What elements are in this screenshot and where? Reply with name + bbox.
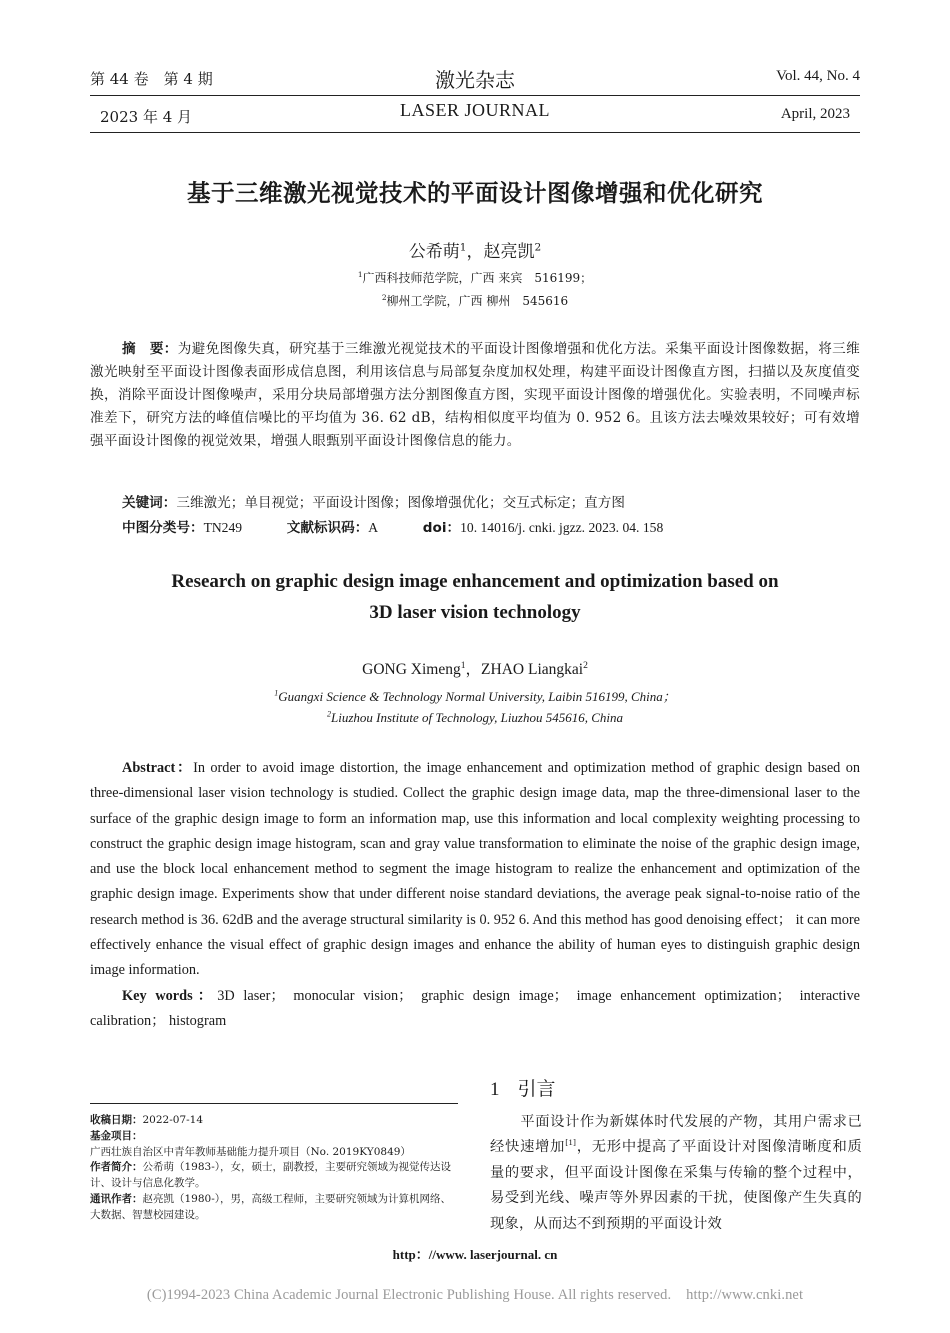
- received-label: 收稿日期：: [90, 1114, 143, 1126]
- affiliation-2-en: [0, 710, 950, 726]
- aff-2-en-sup: 2: [326, 709, 331, 719]
- clc-value: TN249: [203, 520, 243, 535]
- footnote-corresponding: [90, 1192, 460, 1224]
- aff-2-en-text: Liuzhou Institute of Technology, Liuzhou 545616, China: [330, 710, 624, 725]
- author-2-en-sup: 2: [583, 659, 588, 671]
- author-bio-label: 作者简介：: [90, 1161, 143, 1174]
- footnote-rule: [90, 1103, 458, 1104]
- paper-title-en-line2: 3D laser vision technology: [369, 602, 581, 623]
- authors-cn: [0, 237, 950, 262]
- issue-date: 2023 年 4 月: [100, 108, 193, 126]
- keywords-cn: [122, 491, 625, 511]
- doi-value: 10. 14016/j. cnki. jgzz. 2023. 04. 158: [460, 520, 664, 535]
- classification-line: [122, 516, 663, 536]
- author-2-en: ZHAO Liangkai: [481, 661, 584, 678]
- journal-url[interactable]: http：//www. laserjournal. cn: [392, 1247, 558, 1262]
- aff-2-text: 柳州工学院，广西 柳州 545616: [386, 294, 569, 308]
- issue-date-en: April, 2023: [780, 106, 850, 122]
- section-1-title: 引言: [517, 1078, 556, 1100]
- corr-value: 赵亮凯（1980-），男，高级工程师，主要研究领域为计算机网络、大数据、智慧校园建设。: [90, 1192, 452, 1221]
- author-1-en-sup: 1: [460, 659, 466, 671]
- affiliation-1-en: [0, 686, 950, 705]
- header-rule: [90, 95, 860, 96]
- section-1-body: [490, 1110, 862, 1237]
- footnote-fund: [90, 1129, 460, 1161]
- paper-title-cn: 基于三维激光视觉技术的平面设计图像增强和优化研究: [187, 179, 763, 207]
- abstract-cn: [90, 338, 860, 453]
- keywords-en-text: 3D laser； monocular vision； graphic design image； image enhancement optimization； interactive calibration； histogram: [90, 987, 860, 1029]
- authors-en: [0, 657, 950, 679]
- section-1-text-a: 平面设计作为新媒体时代发展的产物，其用户需求已经快速增加: [490, 1114, 862, 1156]
- aff-2-sup: 2: [381, 293, 387, 302]
- author-2-cn: 赵亮凯: [483, 242, 535, 262]
- footnote-received: [90, 1113, 460, 1129]
- author-separator: ，: [466, 242, 484, 262]
- abstract-en-paragraph: [90, 756, 860, 984]
- fund-label: 基金项目：: [90, 1129, 143, 1142]
- aff-1-en-text: Guangxi Science & Technology Normal University, Laibin 516199, China；: [278, 689, 676, 704]
- aff-1-sup: 1: [357, 270, 363, 279]
- keywords-en-label: Key words：: [122, 987, 218, 1004]
- author-1-sup: 1: [459, 241, 467, 254]
- affiliation-2-cn: [0, 292, 950, 309]
- keywords-cn-text: 三维激光；单目视觉；平面设计图像；图像增强优化；交互式标定；直方图: [176, 495, 625, 511]
- citation-ref-1[interactable]: [1]: [565, 1137, 577, 1148]
- author-2-sup: 2: [534, 241, 542, 254]
- footnote-author: [90, 1160, 460, 1192]
- journal-name-en: LASER JOURNAL: [399, 100, 550, 120]
- abstract-en: [90, 756, 860, 1034]
- corr-label: 通讯作者：: [90, 1192, 143, 1205]
- keywords-cn-label: 关键词：: [122, 495, 177, 511]
- abstract-cn-label: 摘 要：: [122, 341, 178, 357]
- copyright-watermark: (C)1994-2023 China Academic Journal Electronic Publishing House. All rights reserved. http://www.cnki.net: [146, 1287, 804, 1303]
- section-1-heading: [490, 1074, 556, 1101]
- volume-issue: 第 44 卷 第 4 期: [90, 70, 213, 88]
- abstract-en-label: Abstract：: [122, 760, 194, 776]
- clc-label: 中图分类号：: [122, 520, 204, 536]
- aff-1-en-sup: 1: [274, 688, 279, 698]
- journal-name-cn: 激光杂志: [435, 68, 515, 92]
- doi-label: doi：: [422, 520, 461, 536]
- author-1-en: GONG Ximeng: [362, 661, 461, 678]
- paper-title-en-line1: Research on graphic design image enhancement and optimization based on: [171, 571, 779, 592]
- doc-code-value: A: [368, 520, 379, 535]
- footnotes: [90, 1113, 460, 1224]
- abstract-en-text: In order to avoid image distortion, the image enhancement and optimization method of graphic design based on three-dimensional laser vision technology is studied. Collect the graphic design image data, map the three-dimensional laser to the surface of the graphic design image to form an information map, use this information and local complexity weighting processing to construct the graphic design image histogram, scan and gray value transformation to eliminate the noise of the graphic design image, and use the block local enhancement method to segment the image histogram to realize the enhancement and optimization of the graphic design image. Experiments show that under different noise standard deviations, the average peak signal-to-noise ratio of the research method is 36. 62dB and the average structural similarity is 0. 952 6. And this method has good denoising effect； it can more effectively enhance the visual effect of graphic design images and enhance the ability of human eyes to distinguish graphic design image information.: [90, 760, 860, 979]
- section-1-text-b: ，无形中提高了平面设计对图像清晰度和质量的要求，但平面设计图像在采集与传输的整个过程中，易受到光线、噪声等外界因素的干扰，使图像产生失真的现象，从而达不到预期的平面设计效: [490, 1139, 862, 1232]
- header-rule-bottom: [90, 132, 860, 133]
- author-1-cn: 公希萌: [408, 242, 460, 262]
- paper-title-en: [0, 566, 950, 628]
- aff-1-text: 广西科技师范学院，广西 来宾 516199；: [362, 271, 593, 285]
- abstract-cn-text: 为避免图像失真，研究基于三维激光视觉技术的平面设计图像增强和优化方法。采集平面设计图像数据，将三维激光映射至平面设计图像表面形成信息图，利用该信息与局部复杂度加权处理，构建平面设计图像直方图，扫描以及灰度值变换，消除平面设计图像噪声，采用分块局部增强方法分割图像直方图，实现平面设计图像的增强优化。实验表明，不同噪声标准差下，研究方法的峰值信噪比的平均值为 36. 62 dB，结构相似度平均值为 0. 952 6。且该方法去噪效果较好；可有效增强平面设计图像的视觉效果，增强人眼甄别平面设计图像信息的能力。: [90, 341, 860, 449]
- section-1-number: 1: [490, 1079, 500, 1100]
- doc-code-label: 文献标识码：: [286, 520, 369, 536]
- author-bio-value: 公希萌（1983-），女，硕士，副教授，主要研究领域为视觉传达设计、设计与信息化教学。: [90, 1161, 452, 1190]
- keywords-en: [90, 984, 860, 1035]
- author-separator-en: ，: [465, 661, 482, 678]
- received-value: 2022-07-14: [142, 1114, 204, 1126]
- fund-value: 广西壮族自治区中青年教师基础能力提升项目（No. 2019KY0849）: [90, 1145, 411, 1158]
- affiliation-1-cn: [0, 269, 950, 286]
- volume-issue-en: Vol. 44, No. 4: [776, 68, 860, 84]
